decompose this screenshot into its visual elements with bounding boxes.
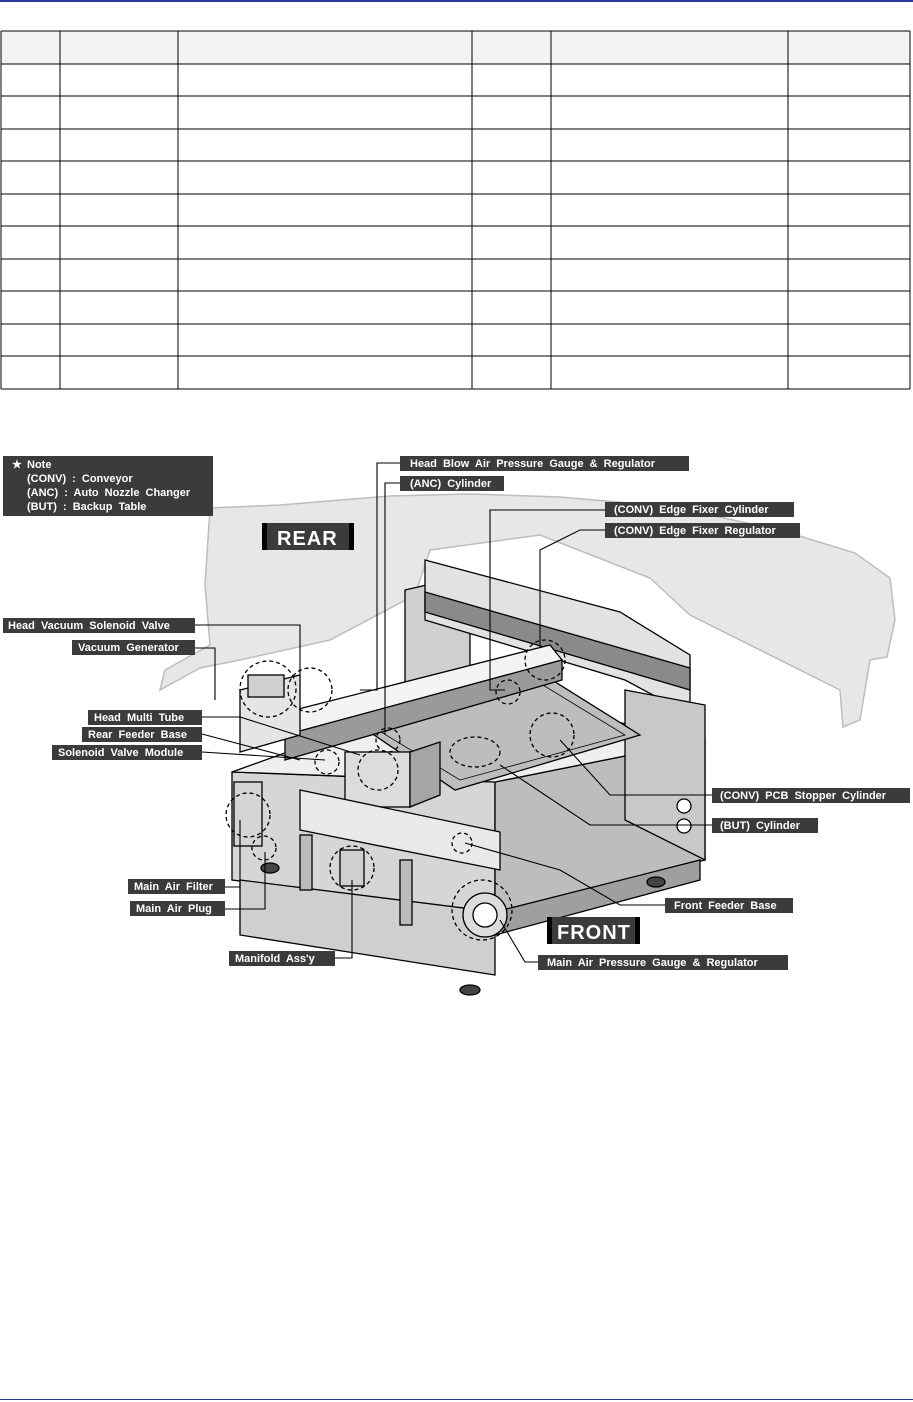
svg-text:FRONT: FRONT bbox=[557, 922, 631, 944]
svg-text:(CONV) Edge Fixer Cylinder: (CONV) Edge Fixer Cylinder bbox=[614, 504, 769, 516]
callout-edge-fixer-regulator bbox=[605, 523, 800, 538]
callout-pcb-stopper-cylinder bbox=[712, 788, 910, 803]
note-title: Note bbox=[27, 459, 52, 471]
svg-text:Main Air Plug: Main Air Plug bbox=[136, 903, 212, 915]
svg-text:Manifold Ass'y: Manifold Ass'y bbox=[235, 953, 315, 965]
callout-front-feeder-base bbox=[665, 898, 793, 913]
svg-text:(ANC) Cylinder: (ANC) Cylinder bbox=[410, 478, 492, 490]
svg-text:(BUT) Cylinder: (BUT) Cylinder bbox=[720, 820, 800, 832]
callout-manifold-assy bbox=[229, 951, 335, 966]
callout-main-air-pressure-regulator bbox=[538, 955, 788, 970]
callout-rear-feeder-base bbox=[82, 727, 202, 742]
note-line-conv: (CONV) : Conveyor bbox=[27, 473, 133, 485]
note-line-but: (BUT) : Backup Table bbox=[27, 501, 147, 513]
callout-edge-fixer-cylinder bbox=[605, 502, 794, 517]
note-legend bbox=[3, 456, 213, 516]
callout-main-air-filter bbox=[128, 879, 225, 894]
callout-main-air-plug bbox=[130, 901, 225, 916]
note-line-anc: (ANC) : Auto Nozzle Changer bbox=[27, 487, 191, 499]
svg-text:Main Air Pressure Gauge &: Main Air Pressure Gauge & Regulator bbox=[547, 957, 758, 969]
front-heading bbox=[547, 917, 640, 944]
rear-heading bbox=[262, 523, 354, 550]
svg-text:Head Blow Air Pressure Gau: Head Blow Air Pressure Gauge & Regulator bbox=[410, 458, 655, 470]
svg-text:Head Multi Tube: Head Multi Tube bbox=[94, 712, 185, 724]
callout-but-cylinder bbox=[712, 818, 818, 833]
callout-vacuum-generator bbox=[72, 640, 195, 655]
svg-text:Vacuum Generator: Vacuum Generator bbox=[78, 642, 179, 654]
svg-text:Rear Feeder Base: Rear Feeder Base bbox=[88, 729, 187, 741]
svg-text:(CONV) Edge Fixer Regulator: (CONV) Edge Fixer Regulator bbox=[614, 525, 776, 537]
callout-head-blow-air-regulator bbox=[400, 456, 689, 471]
svg-text:(CONV) PCB Stopper Cylinder: (CONV) PCB Stopper Cylinder bbox=[720, 790, 887, 802]
footer-rule bbox=[0, 1399, 913, 1400]
callout-head-vacuum-solenoid-valve bbox=[3, 618, 195, 633]
svg-text:Main Air Filter: Main Air Filter bbox=[134, 881, 213, 893]
callout-anc-cylinder bbox=[400, 476, 504, 491]
svg-text:Head Vacuum Solenoid Valve: Head Vacuum Solenoid Valve bbox=[8, 620, 170, 632]
callout-head-multi-tube bbox=[88, 710, 202, 725]
star-icon: ★ bbox=[12, 459, 22, 471]
svg-text:REAR: REAR bbox=[277, 528, 338, 550]
svg-text:Solenoid Valve Module: Solenoid Valve Module bbox=[58, 747, 184, 759]
callout-solenoid-valve-module bbox=[52, 745, 202, 760]
svg-text:Front Feeder Base: Front Feeder Base bbox=[674, 900, 777, 912]
